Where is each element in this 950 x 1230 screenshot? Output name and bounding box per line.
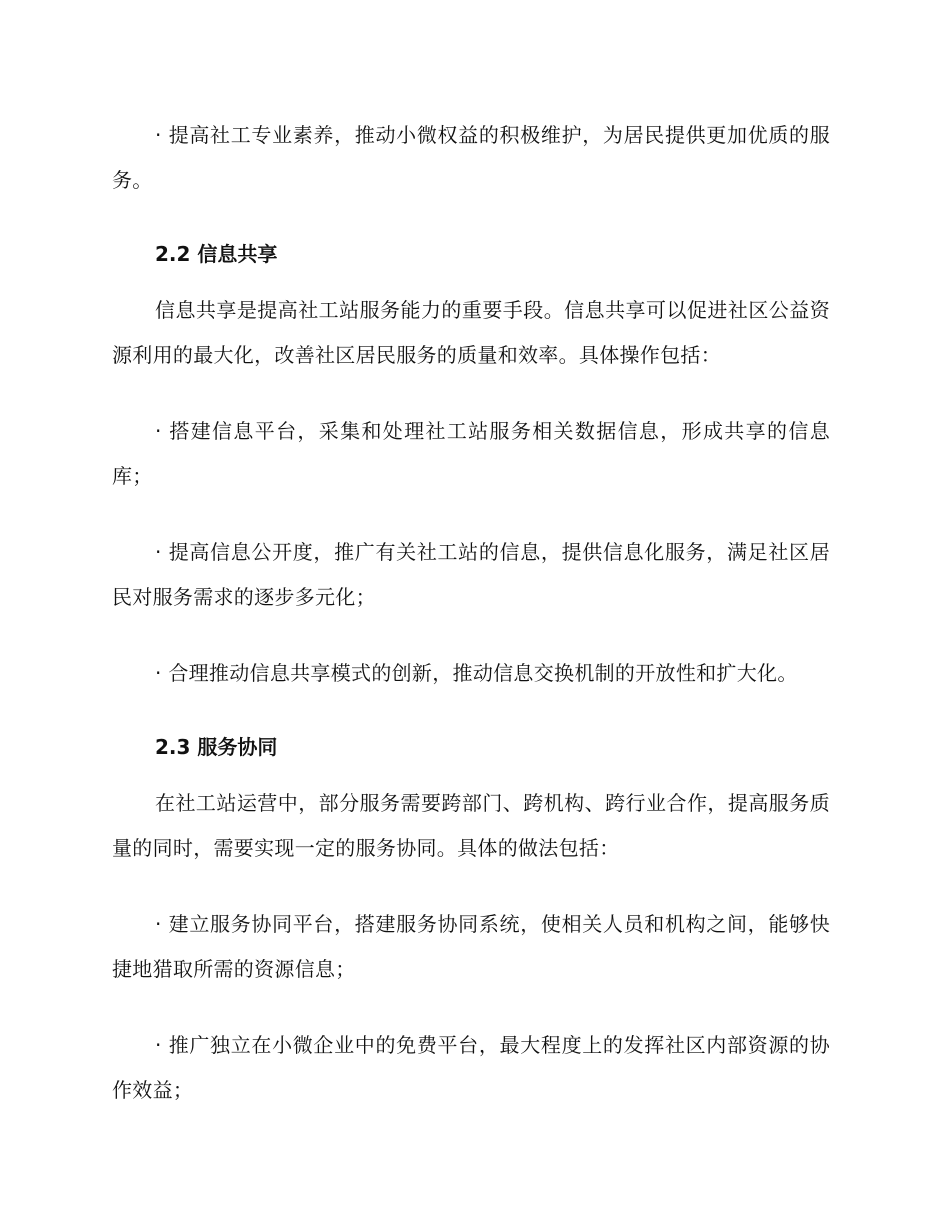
- bullet-build-platform: · 搭建信息平台，采集和处理社工站服务相关数据信息，形成共享的信息库；: [112, 419, 830, 488]
- bullet-coordination-platform: · 建立服务协同平台，搭建服务协同系统，使相关人员和机构之间，能够快捷地猎取所需的资源信息；: [112, 912, 830, 981]
- intro-service-coordination: 在社工站运营中，部分服务需要跨部门、跨机构、跨行业合作，提高服务质量的同时，需要实现一定的服务协同。具体的做法包括：: [112, 791, 830, 860]
- intro-info-sharing: 信息共享是提高社工站服务能力的重要手段。信息共享可以促进社区公益资源利用的最大化，改善社区居民服务的质量和效率。具体操作包括：: [112, 298, 830, 367]
- document-page: [112, 113, 830, 1144]
- bullet-improve-professionalism: · 提高社工专业素养，推动小微权益的积极维护，为居民提供更加优质的服务。: [112, 123, 830, 192]
- bullet-openness: · 提高信息公开度，推广有关社工站的信息，提供信息化服务，满足社区居民对服务需求的逐步多元化；: [112, 540, 830, 609]
- heading-2-3: 2.3 服务协同: [155, 735, 278, 759]
- bullet-innovation: · 合理推动信息共享模式的创新，推动信息交换机制的开放性和扩大化。: [155, 661, 798, 685]
- heading-2-2: 2.2 信息共享: [155, 242, 278, 266]
- bullet-free-platform: · 推广独立在小微企业中的免费平台，最大程度上的发挥社区内部资源的协作效益；: [112, 1033, 830, 1102]
